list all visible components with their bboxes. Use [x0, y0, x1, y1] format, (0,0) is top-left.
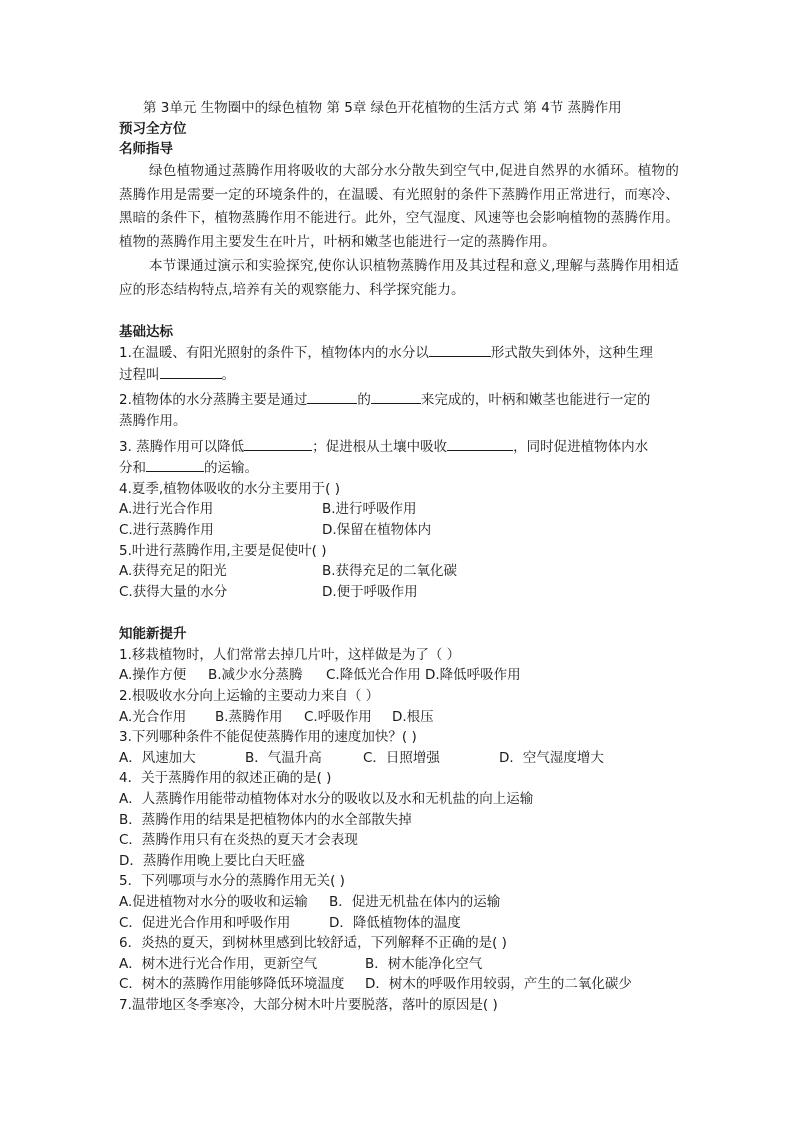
improve-question-1-options — [119, 665, 679, 686]
option: B.进行呼吸作用 — [322, 501, 417, 518]
option: D.根压 — [392, 708, 434, 725]
section-heading-preview: 预习全方位 — [119, 120, 187, 137]
option: D．降低植物体的温度 — [329, 914, 461, 931]
answer-blank[interactable] — [447, 436, 513, 451]
option: A.操作方便 — [119, 667, 187, 684]
basic-question-5: 5.叶进行蒸腾作用,主要是促使叶( ) — [119, 542, 327, 559]
option: C．树木的蒸腾作用能够降低环境温度 — [119, 976, 345, 993]
guide-paragraph-2: 本节课通过演示和实验探究,使你认识植物蒸腾作用及其过程和意义,理解与蒸腾作用相适应的形态结构特点,培养有关的观察能力、科学探究能力。 — [119, 257, 679, 298]
answer-blank[interactable] — [244, 436, 312, 451]
option: A．风速加大 — [119, 749, 196, 766]
basic-question-3-cont: 分和 的运输。 — [119, 457, 679, 479]
option: C.获得大量的水分 — [119, 583, 228, 600]
improve-question-1: 1.移栽植物时，人们常常去掉几片叶，这样做是为了（ ） — [119, 646, 461, 663]
improve-question-7: 7.温带地区冬季寒冷，大部分树木叶片要脱落，落叶的原因是( ) — [119, 996, 498, 1013]
improve-question-6-options — [119, 954, 679, 975]
option: D.降低呼吸作用 — [425, 667, 521, 684]
basic-question-3: 3. 蒸腾作用可以降低 ；促进根从土壤中吸收 ，同时促进植物体内水 — [119, 436, 679, 458]
option: B.获得充足的二氧化碳 — [322, 563, 458, 580]
answer-blank[interactable] — [160, 364, 222, 379]
basic-question-5-options — [119, 561, 679, 582]
improve-question-6: 6．炎热的夏天，到树林里感到比较舒适，下列解释不正确的是( ) — [119, 935, 507, 952]
option: C.进行蒸腾作用 — [119, 521, 214, 538]
worksheet-page — [119, 98, 679, 1016]
basic-question-1: 1.在温暖、有阳光照射的条件下，植物体内的水分以 形式散失到体外，这种生理 — [119, 342, 679, 364]
basic-question-1-cont: 过程叫 。 — [119, 364, 679, 386]
basic-question-4-options — [119, 499, 679, 520]
answer-blank[interactable] — [307, 389, 357, 404]
section-heading-guide: 名师指导 — [119, 141, 173, 158]
section-heading-improve: 知能新提升 — [119, 626, 187, 643]
section-heading-basic: 基础达标 — [119, 323, 173, 340]
answer-blank[interactable] — [429, 342, 491, 357]
improve-question-3-options — [119, 748, 679, 769]
option: C．蒸腾作用只有在炎热的夏天才会表现 — [119, 832, 358, 849]
basic-question-2: 2.植物体的水分蒸腾主要是通过 的 来完成的，叶柄和嫩茎也能进行一定的 — [119, 389, 679, 411]
option: D．树木的呼吸作用较弱，产生的二氧化碳少 — [365, 976, 632, 993]
option: D.保留在植物体内 — [322, 521, 432, 538]
option: C．日照增强 — [363, 749, 440, 766]
basic-question-5-options — [119, 582, 679, 603]
option: B.减少水分蒸腾 — [208, 667, 303, 684]
improve-question-6-options — [119, 974, 679, 995]
option: B．促进无机盐在体内的运输 — [329, 894, 501, 910]
option: D.便于呼吸作用 — [322, 583, 418, 600]
improve-question-5: 5．下列哪项与水分的蒸腾作用无关( ) — [119, 873, 345, 890]
option: D．空气湿度增大 — [499, 749, 604, 766]
document-title: 第 3单元 生物圈中的绿色植物 第 5章 绿色开花植物的生活方式 第 4节 蒸腾作用 — [143, 100, 622, 116]
option: C．促进光合作用和呼吸作用 — [119, 914, 291, 931]
option: B．蒸腾作用的结果是把植物体内的水全部散失掉 — [119, 811, 412, 828]
answer-blank[interactable] — [371, 389, 421, 404]
improve-question-5-options — [119, 892, 679, 913]
option: C.呼吸作用 — [304, 708, 372, 725]
answer-blank[interactable] — [146, 457, 204, 472]
option: B.蒸腾作用 — [215, 708, 283, 725]
option: D．蒸腾作用晚上要比白天旺盛 — [119, 852, 305, 869]
option: B．气温升高 — [245, 749, 322, 766]
option: A.促进植物对水分的吸收和运输 — [119, 894, 308, 910]
option: A.进行光合作用 — [119, 501, 214, 518]
option: C.降低光合作用 — [326, 667, 421, 684]
option: B．树木能净化空气 — [365, 955, 483, 972]
option: A．人蒸腾作用能带动植物体对水分的吸收以及水和无机盐的向上运输 — [119, 791, 534, 808]
basic-question-2-cont: 蒸腾作用。 — [119, 412, 187, 429]
option: A.光合作用 — [119, 708, 187, 725]
improve-question-4: 4．关于蒸腾作用的叙述正确的是( ) — [119, 770, 332, 787]
basic-question-4-options — [119, 520, 679, 541]
guide-paragraph-1: 绿色植物通过蒸腾作用将吸收的大部分水分散失到空气中,促进自然界的水循环。植物的蒸腾作用是需要一定的环境条件的，在温暖、有光照射的条件下蒸腾作用正常进行，而寒冷、黑暗的条件下，植物蒸腾作用不能进行。此外，空气湿度、风速等也会影响植物的蒸腾作用。植物的蒸腾作用主要发生在叶片，叶柄和嫩茎也能进行一定的蒸腾作用。 — [119, 162, 679, 251]
basic-question-4: 4.夏季,植物体吸收的水分主要用于( ) — [119, 480, 340, 497]
improve-question-2: 2.根吸收水分向上运输的主要动力来自（ ） — [119, 688, 380, 705]
option: A．树木进行光合作用，更新空气 — [119, 955, 318, 972]
option: A.获得充足的阳光 — [119, 563, 227, 580]
improve-question-3: 3.下列哪种条件不能促使蒸腾作用的速度加快？( ) — [119, 729, 417, 746]
improve-question-2-options — [119, 707, 679, 728]
improve-question-5-options — [119, 913, 679, 934]
